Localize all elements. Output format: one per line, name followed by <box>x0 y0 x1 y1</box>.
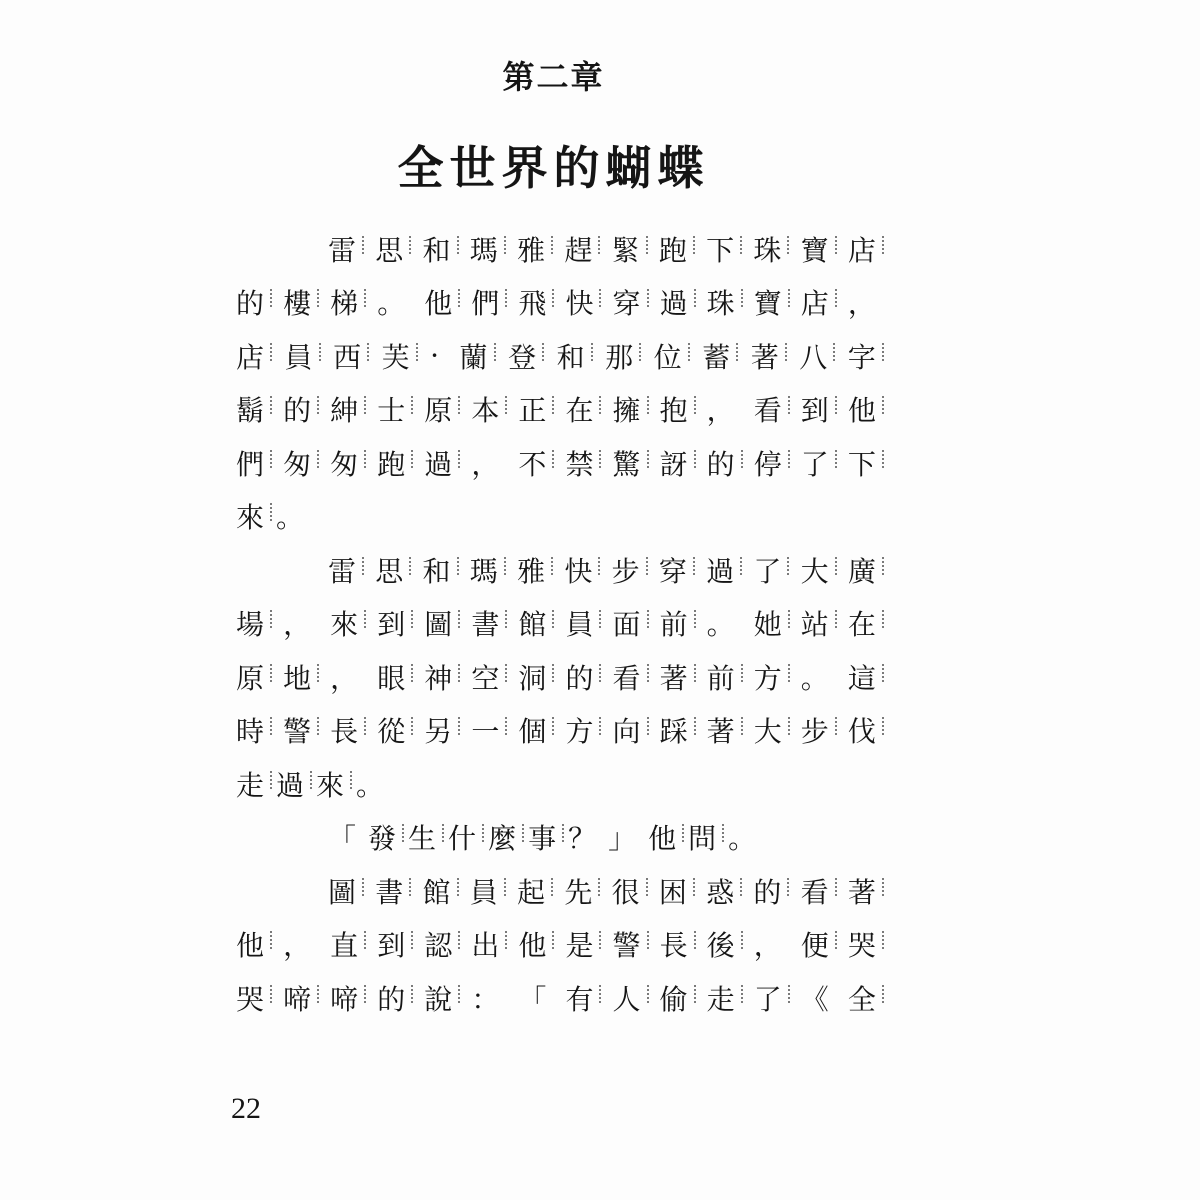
text-line: 雷 思 和 瑪 雅 趕 緊 跑 下 珠 寶 店 <box>236 222 876 276</box>
text-line: 雷 思 和 瑪 雅 快 步 穿 過 了 大 廣 <box>236 543 876 597</box>
text-line: 場 ， 來 到 圖 書 館 員 面 前 。 她 站 在 <box>236 597 876 651</box>
chapter-title: 全世界的蝴蝶 <box>397 141 710 195</box>
chapter-label: 第二章 <box>502 58 605 96</box>
text-line: 走 過 來 。 <box>236 757 876 811</box>
text-line: 的 樓 梯 。 他 們 飛 快 穿 過 珠 寶 店 ， <box>236 276 876 330</box>
text-line: 時 警 長 從 另 一 個 方 向 踩 著 大 步 伐 <box>236 704 876 758</box>
text-line: 圖 書 館 員 起 先 很 困 惑 的 看 著 <box>236 864 876 918</box>
text-line: 原 地 ， 眼 神 空 洞 的 看 著 前 方 。 這 <box>236 650 876 704</box>
text-line: 店 員 西 芙 · 蘭 登 和 那 位 蓄 著 八 字 <box>236 329 876 383</box>
page-number: 22 <box>231 1092 261 1125</box>
text-line: 「 發 生 什 麼 事 ？ 」 他 問 。 <box>236 811 876 865</box>
text-line: 來 。 <box>236 490 876 544</box>
body-text <box>236 222 876 1025</box>
text-line: 他 ， 直 到 認 出 他 是 警 長 後 ， 便 哭 <box>236 918 876 972</box>
text-line: 哭 啼 啼 的 說 ： 「 有 人 偷 走 了 《 全 <box>236 971 876 1025</box>
text-line: 鬍 的 紳 士 原 本 正 在 擁 抱 ， 看 到 他 <box>236 383 876 437</box>
text-line: 們 匆 匆 跑 過 ， 不 禁 驚 訝 的 停 了 下 <box>236 436 876 490</box>
